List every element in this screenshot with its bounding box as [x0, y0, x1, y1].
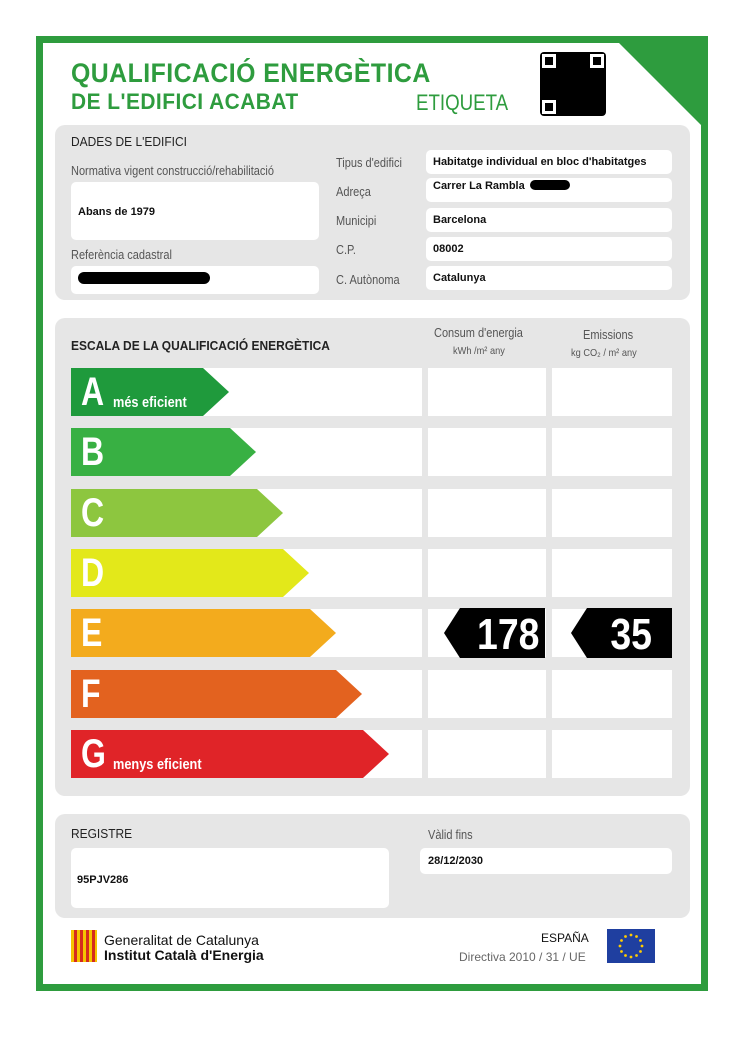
country-label: ESPAÑA — [541, 931, 589, 945]
emissions-cell — [552, 368, 672, 416]
class-letter: B — [81, 430, 105, 474]
eu-star-icon — [630, 934, 633, 937]
community-label: C. Autònoma — [336, 273, 400, 287]
class-arrow-d — [71, 549, 309, 597]
consumption-cell — [428, 549, 546, 597]
class-arrow-b — [71, 428, 256, 476]
address-redaction — [530, 180, 570, 190]
eu-star-icon — [624, 954, 627, 957]
class-sublabel: més eficient — [113, 394, 187, 411]
eu-star-icon — [620, 939, 623, 942]
class-letter: C — [81, 491, 105, 535]
municipality-value: Barcelona — [433, 214, 487, 226]
eu-star-icon — [630, 956, 633, 959]
class-letter: A — [81, 370, 105, 414]
postal-code-value: 08002 — [433, 243, 464, 255]
org-name-line1: Generalitat de Catalunya — [104, 932, 259, 948]
valid-until-label: Vàlid fins — [428, 828, 473, 842]
emissions-unit: kg CO₂ / m² any — [571, 347, 637, 359]
org-name-line2: Institut Català d'Energia — [104, 947, 264, 963]
title-line-2: DE L'EDIFICI ACABAT — [71, 89, 299, 114]
register-label: REGISTRE — [71, 826, 133, 841]
regulation-value: Abans de 1979 — [78, 206, 156, 218]
etiqueta-label: ETIQUETA — [416, 90, 509, 115]
cadastral-redaction — [78, 272, 210, 284]
eu-star-icon — [635, 954, 638, 957]
directive-label: Directiva 2010 / 31 / UE — [459, 950, 586, 964]
emissions-cell — [552, 428, 672, 476]
consumption-value: 178 — [476, 610, 539, 659]
consumption-cell — [428, 489, 546, 537]
eu-star-icon — [624, 935, 627, 938]
register-value: 95PJV286 — [77, 874, 129, 886]
emissions-cell — [552, 670, 672, 718]
catalan-flag-logo — [71, 930, 97, 962]
consumption-indicator — [444, 608, 545, 658]
scale-section-title: ESCALA DE LA QUALIFICACIÓ ENERGÈTICA — [71, 338, 330, 353]
valid-until-value: 28/12/2030 — [428, 855, 484, 867]
eu-star-icon — [639, 950, 642, 953]
emissions-cell — [552, 549, 672, 597]
consumption-cell — [428, 428, 546, 476]
consumption-cell — [428, 368, 546, 416]
eu-star-icon — [619, 945, 622, 948]
building-type-value: Habitatge individual en bloc d'habitatges — [433, 156, 647, 168]
emissions-cell — [552, 730, 672, 778]
class-letter: D — [81, 551, 105, 595]
eu-star-icon — [641, 945, 644, 948]
eu-star-icon — [635, 935, 638, 938]
consumption-cell — [428, 670, 546, 718]
class-letter: E — [81, 611, 103, 655]
qr-code-icon — [540, 52, 606, 116]
regulation-label: Normativa vigent construcció/rehabilitació — [71, 164, 274, 178]
emissions-indicator — [571, 608, 672, 658]
consumption-unit: kWh /m² any — [453, 345, 505, 357]
consumption-cell — [428, 730, 546, 778]
emissions-value: 35 — [610, 610, 652, 659]
building-type-label: Tipus d'edifici — [336, 156, 402, 170]
building-section-title: DADES DE L'EDIFICI — [71, 134, 187, 149]
class-sublabel: menys eficient — [113, 756, 202, 773]
corner-triangle — [612, 36, 708, 132]
community-value: Catalunya — [433, 272, 486, 284]
class-letter: F — [81, 672, 101, 716]
eu-star-icon — [620, 950, 623, 953]
class-arrow-e — [71, 609, 336, 657]
cadastral-label: Referència cadastral — [71, 248, 172, 262]
class-arrow-f — [71, 670, 362, 718]
municipality-label: Municipi — [336, 214, 377, 228]
class-arrow-c — [71, 489, 283, 537]
title-line-1: QUALIFICACIÓ ENERGÈTICA — [71, 58, 431, 88]
address-value: Carrer La Rambla — [433, 180, 525, 192]
consumption-header: Consum d'energia — [434, 326, 523, 340]
postal-code-label: C.P. — [336, 243, 356, 257]
class-arrow-g — [71, 730, 389, 778]
emissions-cell — [552, 489, 672, 537]
eu-star-icon — [639, 939, 642, 942]
emissions-header: Emissions — [583, 328, 634, 342]
class-arrow-a — [71, 368, 229, 416]
eu-flag-icon — [607, 929, 655, 963]
class-letter: G — [81, 732, 106, 776]
address-label: Adreça — [336, 185, 371, 199]
